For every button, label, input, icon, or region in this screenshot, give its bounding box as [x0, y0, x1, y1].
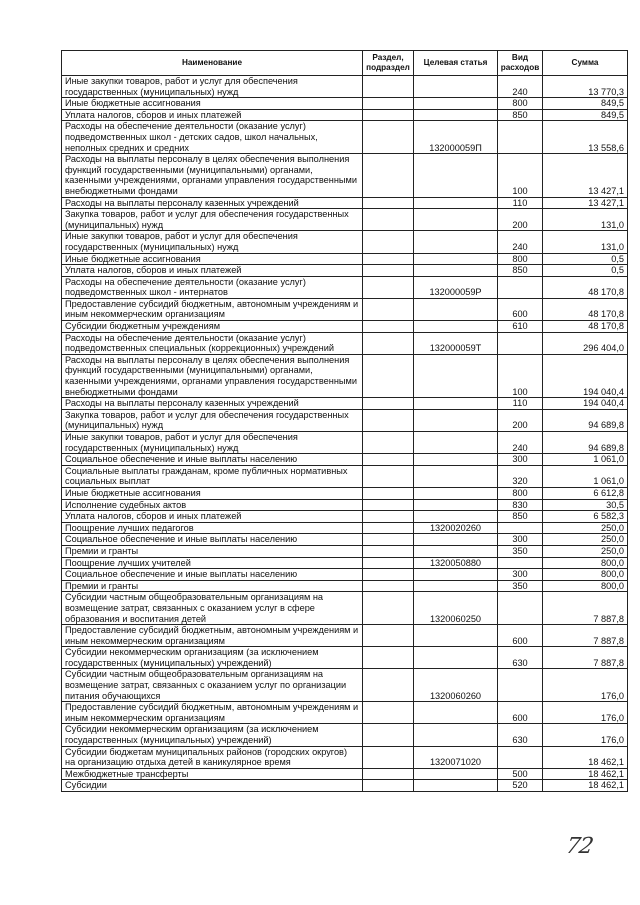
cell-sum: 250,0: [543, 545, 628, 557]
header-article: Целевая статья: [414, 51, 498, 76]
cell-name: Социальное обеспечение и иные выплаты населению: [62, 454, 363, 466]
cell-section: [363, 746, 414, 768]
table-row: [62, 522, 628, 534]
cell-sum: 6 612,8: [543, 487, 628, 499]
cell-type: 240: [498, 76, 543, 98]
table-row: [62, 298, 628, 320]
budget-table: [61, 50, 628, 792]
cell-article: 132000059П: [414, 121, 498, 154]
cell-type: [498, 746, 543, 768]
cell-sum: 13 558,6: [543, 121, 628, 154]
cell-sum: 296 404,0: [543, 332, 628, 354]
cell-sum: 6 582,3: [543, 511, 628, 523]
cell-name: Предоставление субсидий бюджетным, автономным учреждениям и иным некоммерческим организациям: [62, 702, 363, 724]
cell-article: [414, 98, 498, 110]
cell-article: [414, 265, 498, 277]
cell-article: [414, 398, 498, 410]
cell-type: 600: [498, 702, 543, 724]
cell-section: [363, 534, 414, 546]
cell-sum: 94 689,8: [543, 409, 628, 431]
cell-type: [498, 557, 543, 569]
cell-article: [414, 545, 498, 557]
table-row: [62, 768, 628, 780]
cell-name: Поощрение лучших учителей: [62, 557, 363, 569]
cell-section: [363, 454, 414, 466]
cell-name: Межбюджетные трансферты: [62, 768, 363, 780]
cell-section: [363, 265, 414, 277]
table-row: [62, 76, 628, 98]
cell-name: Уплата налогов, сборов и иных платежей: [62, 511, 363, 523]
cell-section: [363, 647, 414, 669]
cell-type: 240: [498, 231, 543, 253]
cell-name: Премии и гранты: [62, 545, 363, 557]
cell-article: [414, 209, 498, 231]
table-row: [62, 398, 628, 410]
cell-sum: 18 462,1: [543, 746, 628, 768]
cell-section: [363, 197, 414, 209]
cell-article: [414, 499, 498, 511]
table-row: [62, 669, 628, 702]
cell-section: [363, 702, 414, 724]
cell-name: Предоставление субсидий бюджетным, автономным учреждениям и иным некоммерческим организациям: [62, 625, 363, 647]
cell-article: [414, 76, 498, 98]
cell-sum: 800,0: [543, 580, 628, 592]
cell-section: [363, 354, 414, 397]
cell-article: [414, 253, 498, 265]
header-row: [62, 51, 628, 76]
cell-name: Субсидии: [62, 780, 363, 792]
cell-name: Иные закупки товаров, работ и услуг для обеспечения государственных (муниципальных) нужд: [62, 76, 363, 98]
cell-sum: 194 040,4: [543, 354, 628, 397]
cell-type: 600: [498, 625, 543, 647]
cell-section: [363, 780, 414, 792]
cell-name: Иные бюджетные ассигнования: [62, 98, 363, 110]
cell-type: [498, 121, 543, 154]
cell-type: 630: [498, 647, 543, 669]
cell-section: [363, 669, 414, 702]
cell-type: 240: [498, 432, 543, 454]
cell-type: 100: [498, 354, 543, 397]
table-row: [62, 545, 628, 557]
header-section: Раздел, подраздел: [363, 51, 414, 76]
cell-name: Уплата налогов, сборов и иных платежей: [62, 265, 363, 277]
cell-type: 800: [498, 487, 543, 499]
cell-sum: 176,0: [543, 669, 628, 702]
cell-article: 132000059Р: [414, 276, 498, 298]
cell-name: Поощрение лучших педагогов: [62, 522, 363, 534]
table-row: [62, 592, 628, 625]
table-row: [62, 454, 628, 466]
cell-name: Субсидии частным общеобразовательным организациям на возмещение затрат, связанных с оказанием услуг по организации питания обучающихся: [62, 669, 363, 702]
cell-sum: 1 061,0: [543, 454, 628, 466]
cell-type: 600: [498, 298, 543, 320]
cell-section: [363, 432, 414, 454]
table-row: [62, 511, 628, 523]
cell-type: 500: [498, 768, 543, 780]
cell-name: Социальное обеспечение и иные выплаты населению: [62, 569, 363, 581]
table-row: [62, 487, 628, 499]
cell-sum: 0,5: [543, 253, 628, 265]
table-row: [62, 209, 628, 231]
cell-section: [363, 98, 414, 110]
header-type: Вид расходов: [498, 51, 543, 76]
cell-sum: 0,5: [543, 265, 628, 277]
cell-type: 300: [498, 534, 543, 546]
cell-type: 850: [498, 109, 543, 121]
cell-section: [363, 298, 414, 320]
cell-name: Иные закупки товаров, работ и услуг для обеспечения государственных (муниципальных) нужд: [62, 231, 363, 253]
cell-sum: 7 887,8: [543, 647, 628, 669]
cell-section: [363, 545, 414, 557]
cell-name: Иные бюджетные ассигнования: [62, 487, 363, 499]
cell-name: Расходы на обеспечение деятельности (оказание услуг) подведомственных специальных (коррекционных) учреждений: [62, 332, 363, 354]
cell-name: Предоставление субсидий бюджетным, автономным учреждениям и иным некоммерческим организациям: [62, 298, 363, 320]
cell-article: [414, 768, 498, 780]
cell-article: [414, 231, 498, 253]
cell-article: [414, 298, 498, 320]
cell-sum: 800,0: [543, 569, 628, 581]
table-row: [62, 625, 628, 647]
cell-type: 350: [498, 545, 543, 557]
table-row: [62, 197, 628, 209]
cell-sum: 7 887,8: [543, 592, 628, 625]
cell-sum: 7 887,8: [543, 625, 628, 647]
cell-article: [414, 465, 498, 487]
cell-section: [363, 253, 414, 265]
table-row: [62, 332, 628, 354]
cell-name: Социальные выплаты гражданам, кроме публичных нормативных социальных выплат: [62, 465, 363, 487]
cell-article: [414, 197, 498, 209]
cell-sum: 48 170,8: [543, 298, 628, 320]
cell-article: [414, 354, 498, 397]
cell-type: [498, 276, 543, 298]
cell-section: [363, 332, 414, 354]
table-row: [62, 499, 628, 511]
table-row: [62, 557, 628, 569]
cell-type: 200: [498, 409, 543, 431]
cell-sum: 48 170,8: [543, 276, 628, 298]
cell-sum: 131,0: [543, 231, 628, 253]
cell-type: 300: [498, 569, 543, 581]
cell-sum: 13 770,3: [543, 76, 628, 98]
cell-section: [363, 522, 414, 534]
cell-section: [363, 109, 414, 121]
cell-article: [414, 534, 498, 546]
cell-section: [363, 276, 414, 298]
table-row: [62, 465, 628, 487]
cell-article: [414, 321, 498, 333]
cell-article: [414, 724, 498, 746]
cell-name: Расходы на выплаты персоналу в целях обеспечения выполнения функций государственными (муниципальными) органами, казенными учреждениями, органами управления государственными внебюджетными фондами: [62, 154, 363, 197]
cell-type: 100: [498, 154, 543, 197]
table-row: [62, 109, 628, 121]
cell-type: 350: [498, 580, 543, 592]
cell-sum: 250,0: [543, 534, 628, 546]
cell-name: Расходы на выплаты персоналу казенных учреждений: [62, 398, 363, 410]
cell-name: Исполнение судебных актов: [62, 499, 363, 511]
cell-section: [363, 231, 414, 253]
cell-section: [363, 398, 414, 410]
cell-section: [363, 321, 414, 333]
cell-section: [363, 592, 414, 625]
cell-article: 132000059Т: [414, 332, 498, 354]
cell-article: 1320020260: [414, 522, 498, 534]
cell-type: 320: [498, 465, 543, 487]
cell-section: [363, 557, 414, 569]
cell-sum: 48 170,8: [543, 321, 628, 333]
budget-table-sheet: [61, 50, 627, 792]
cell-name: Субсидии частным общеобразовательным организациям на возмещение затрат, связанных с оказанием услуг в сфере образования и воспитания детей: [62, 592, 363, 625]
cell-type: 110: [498, 398, 543, 410]
cell-name: Расходы на выплаты персоналу казенных учреждений: [62, 197, 363, 209]
cell-article: 1320060250: [414, 592, 498, 625]
table-row: [62, 569, 628, 581]
cell-name: Субсидии некоммерческим организациям (за исключением государственных (муниципальных) учреждений): [62, 647, 363, 669]
cell-section: [363, 209, 414, 231]
cell-name: Расходы на обеспечение деятельности (оказание услуг) подведомственных школ - детских садов, школ начальных, неполных средних и средних: [62, 121, 363, 154]
cell-sum: 800,0: [543, 557, 628, 569]
table-row: [62, 432, 628, 454]
cell-article: [414, 647, 498, 669]
cell-sum: 13 427,1: [543, 154, 628, 197]
cell-name: Премии и гранты: [62, 580, 363, 592]
cell-sum: 250,0: [543, 522, 628, 534]
cell-sum: 849,5: [543, 98, 628, 110]
cell-name: Субсидии бюджетным учреждениям: [62, 321, 363, 333]
cell-name: Субсидии бюджетам муниципальных районов (городских округов) на организацию отдыха детей в каникулярное время: [62, 746, 363, 768]
cell-section: [363, 580, 414, 592]
table-row: [62, 354, 628, 397]
table-row: [62, 409, 628, 431]
cell-article: [414, 702, 498, 724]
cell-sum: 194 040,4: [543, 398, 628, 410]
table-row: [62, 321, 628, 333]
table-row: [62, 534, 628, 546]
table-row: [62, 154, 628, 197]
cell-sum: 18 462,1: [543, 768, 628, 780]
cell-sum: 13 427,1: [543, 197, 628, 209]
cell-article: [414, 487, 498, 499]
cell-article: [414, 109, 498, 121]
cell-section: [363, 465, 414, 487]
cell-article: [414, 409, 498, 431]
cell-section: [363, 409, 414, 431]
table-row: [62, 724, 628, 746]
cell-section: [363, 154, 414, 197]
table-row: [62, 253, 628, 265]
cell-article: [414, 780, 498, 792]
cell-section: [363, 76, 414, 98]
cell-sum: 176,0: [543, 702, 628, 724]
table-row: [62, 265, 628, 277]
cell-name: Расходы на выплаты персоналу в целях обеспечения выполнения функций государственными (муниципальными) органами, казенными учреждениями, органами управления государственными внебюджетными фондами: [62, 354, 363, 397]
cell-section: [363, 487, 414, 499]
cell-sum: 1 061,0: [543, 465, 628, 487]
cell-type: 520: [498, 780, 543, 792]
cell-name: Иные бюджетные ассигнования: [62, 253, 363, 265]
cell-section: [363, 569, 414, 581]
table-row: [62, 647, 628, 669]
cell-article: [414, 454, 498, 466]
cell-type: 300: [498, 454, 543, 466]
cell-article: 1320060260: [414, 669, 498, 702]
cell-type: 630: [498, 724, 543, 746]
cell-sum: 94 689,8: [543, 432, 628, 454]
cell-section: [363, 625, 414, 647]
table-row: [62, 746, 628, 768]
cell-section: [363, 511, 414, 523]
cell-type: 110: [498, 197, 543, 209]
cell-type: 850: [498, 265, 543, 277]
table-row: [62, 231, 628, 253]
cell-type: [498, 592, 543, 625]
cell-type: 800: [498, 253, 543, 265]
cell-article: [414, 625, 498, 647]
table-row: [62, 98, 628, 110]
header-name: Наименование: [62, 51, 363, 76]
table-row: [62, 276, 628, 298]
cell-article: [414, 154, 498, 197]
cell-name: Иные закупки товаров, работ и услуг для обеспечения государственных (муниципальных) нужд: [62, 432, 363, 454]
table-row: [62, 780, 628, 792]
cell-article: [414, 569, 498, 581]
cell-article: 1320050880: [414, 557, 498, 569]
cell-name: Закупка товаров, работ и услуг для обеспечения государственных (муниципальных) нужд: [62, 209, 363, 231]
cell-section: [363, 499, 414, 511]
table-row: [62, 580, 628, 592]
cell-type: [498, 522, 543, 534]
cell-name: Закупка товаров, работ и услуг для обеспечения государственных (муниципальных) нужд: [62, 409, 363, 431]
cell-sum: 131,0: [543, 209, 628, 231]
cell-type: [498, 332, 543, 354]
cell-type: 830: [498, 499, 543, 511]
cell-type: 610: [498, 321, 543, 333]
cell-name: Социальное обеспечение и иные выплаты населению: [62, 534, 363, 546]
cell-section: [363, 121, 414, 154]
cell-type: 800: [498, 98, 543, 110]
cell-type: 200: [498, 209, 543, 231]
cell-name: Субсидии некоммерческим организациям (за исключением государственных (муниципальных) учреждений): [62, 724, 363, 746]
cell-article: [414, 580, 498, 592]
table-row: [62, 121, 628, 154]
table-row: [62, 702, 628, 724]
header-sum: Сумма: [543, 51, 628, 76]
handwritten-page-number: 72: [564, 834, 595, 859]
cell-section: [363, 724, 414, 746]
cell-section: [363, 768, 414, 780]
cell-type: [498, 669, 543, 702]
cell-sum: 18 462,1: [543, 780, 628, 792]
cell-name: Расходы на обеспечение деятельности (оказание услуг) подведомственных школ - интернатов: [62, 276, 363, 298]
cell-sum: 176,0: [543, 724, 628, 746]
cell-article: [414, 432, 498, 454]
cell-sum: 849,5: [543, 109, 628, 121]
cell-name: Уплата налогов, сборов и иных платежей: [62, 109, 363, 121]
cell-article: [414, 511, 498, 523]
cell-article: 1320071020: [414, 746, 498, 768]
cell-sum: 30,5: [543, 499, 628, 511]
cell-type: 850: [498, 511, 543, 523]
